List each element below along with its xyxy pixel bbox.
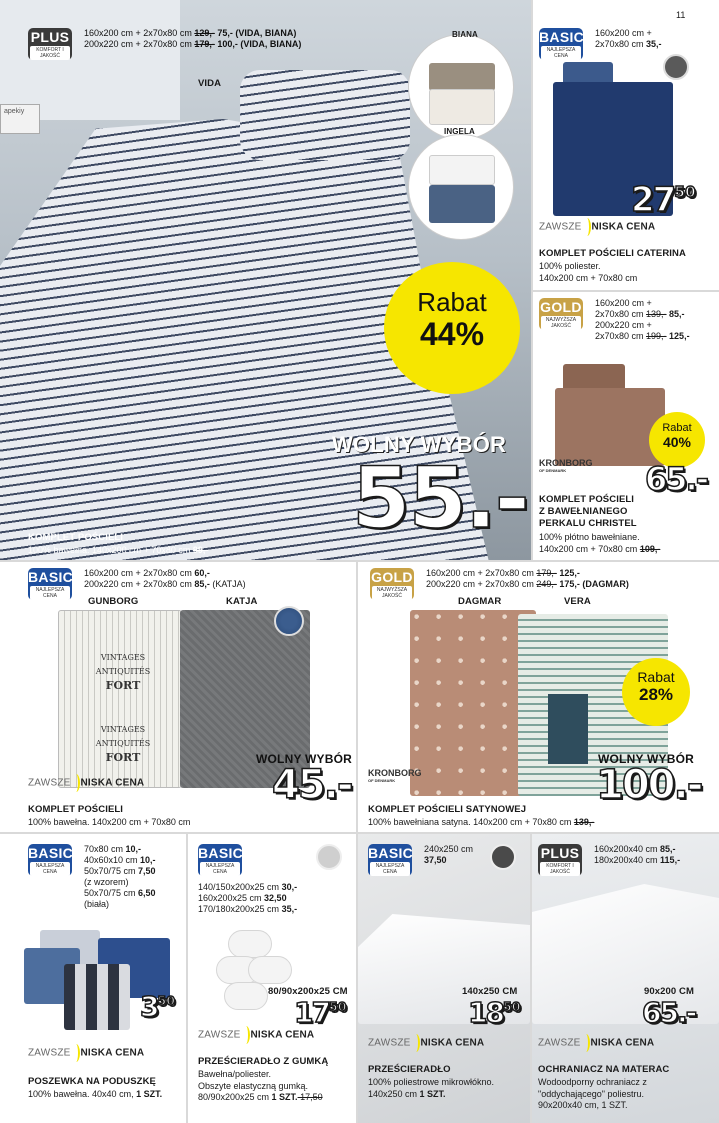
page-number: 11 bbox=[676, 10, 686, 20]
przescieradlo-color-swatch bbox=[490, 844, 516, 870]
niska-cena-text: NISKA CENA bbox=[591, 221, 656, 233]
ochraniacz-desc2: "oddychającego" poliestru. bbox=[538, 1088, 644, 1099]
print-line: VINTAGES bbox=[100, 725, 146, 734]
hero-line1-size: 160x200 cm + 2x70x80 cm bbox=[84, 28, 195, 38]
gold-badge bbox=[370, 568, 414, 600]
price-integer: 3 bbox=[140, 990, 158, 1023]
hero-line1-old-price: 129,- bbox=[194, 28, 215, 38]
label-ingela: INGELA bbox=[444, 127, 475, 136]
przescieradlo-gumka-section bbox=[188, 834, 356, 1123]
przescieradlo-title: PRZEŚCIERADŁO bbox=[368, 1064, 451, 1075]
yellow-arc-icon bbox=[583, 218, 591, 236]
price-integer: 27 bbox=[631, 180, 675, 220]
gunborg-zawsze-niska-cena bbox=[28, 774, 144, 792]
yellow-arc-icon bbox=[72, 1044, 80, 1062]
niska-cena-text: NISKA CENA bbox=[420, 1037, 485, 1049]
gumka-zawsze-niska-cena bbox=[198, 1026, 314, 1044]
zawsze-text: ZAWSZE bbox=[539, 221, 582, 233]
badge-name: PLUS bbox=[540, 845, 580, 861]
ochraniacz-desc3-qty: 1 SZT. bbox=[601, 1100, 628, 1110]
dagmar-desc bbox=[368, 817, 594, 829]
caterina-price bbox=[631, 180, 696, 220]
badge-name: BASIC bbox=[368, 845, 414, 861]
badge-sub: NAJWYŻSZA JAKOŚĆ bbox=[541, 316, 581, 330]
window-light bbox=[0, 0, 180, 120]
basic-badge bbox=[198, 844, 242, 876]
badge-sub: NAJWYŻSZA JAKOŚĆ bbox=[372, 586, 412, 600]
ochraniacz-line2-price: 115,- bbox=[660, 855, 681, 865]
hero-line2-new-price: 100,- (VIDA, BIANA) bbox=[214, 39, 302, 49]
dagmar-sizes bbox=[426, 568, 629, 590]
caterina-desc2: 140x200 cm + 70x80 cm bbox=[539, 272, 638, 283]
caterina-size-price: 35,- bbox=[646, 39, 662, 49]
price-decimal: 50 bbox=[328, 998, 347, 1014]
badge-sub: NAJLEPSZA CENA bbox=[370, 862, 410, 876]
dagmar-price: 100.- bbox=[596, 762, 702, 808]
price-decimal: 50 bbox=[502, 998, 521, 1014]
ochraniacz-line2-size: 180x200x40 cm bbox=[594, 855, 661, 865]
ochraniacz-price: 65.- bbox=[642, 996, 696, 1029]
przescieradlo-desc2: 140x250 cm bbox=[368, 1088, 420, 1099]
dagmar-wolny-wybor: WOLNY WYBÓR bbox=[598, 752, 694, 766]
badge-name: GOLD bbox=[371, 569, 413, 585]
label-dagmar: DAGMAR bbox=[458, 596, 502, 607]
plus-badge bbox=[538, 844, 582, 876]
caterina-desc1: 100% poliester. bbox=[539, 261, 601, 271]
hero-line1-new-price: 75,- (VIDA, BIANA) bbox=[214, 28, 297, 38]
gumka-desc3-old: 17,50 bbox=[297, 1092, 323, 1102]
label-vida: VIDA bbox=[198, 78, 222, 89]
dagmar-desc-old: 139,- bbox=[573, 817, 595, 827]
ochraniacz-desc bbox=[538, 1077, 647, 1112]
ochraniacz-section bbox=[532, 834, 719, 1123]
dagmar-desc-text: 100% bawełniana satyna. 140x200 cm + 70x80 cm bbox=[368, 817, 574, 827]
rabat-percent: 40% bbox=[662, 434, 692, 450]
hero-price: 55.- bbox=[352, 449, 528, 547]
rolled-sheet bbox=[228, 930, 272, 958]
poszewka-section bbox=[0, 834, 186, 1123]
rolled-sheet bbox=[248, 956, 292, 984]
gumka-sizes bbox=[198, 882, 297, 915]
gumka-line1-size: 140/150x200x25 cm bbox=[198, 882, 282, 892]
gunborg-wolny-wybor: WOLNY WYBÓR bbox=[256, 752, 352, 766]
hero-desc-old-price: 99,- bbox=[192, 545, 209, 555]
gunborg-title: KOMPLET POŚCIELI bbox=[28, 804, 124, 815]
gumka-desc1: Bawełna/poliester. bbox=[198, 1069, 272, 1079]
badge-name: BASIC bbox=[539, 29, 585, 45]
print-line: VINTAGES bbox=[100, 653, 146, 662]
rabat-label: Rabat bbox=[417, 287, 487, 317]
brand-sub: OF DENMARK bbox=[539, 468, 567, 473]
poszewka-desc-text: 100% bawełna. 40x40 cm, bbox=[28, 1089, 137, 1099]
size-text: 70x80 cm bbox=[84, 844, 126, 854]
caterina-desc bbox=[539, 261, 637, 284]
przescieradlo-line2: 37,50 bbox=[424, 855, 447, 865]
pillow-checked bbox=[64, 964, 130, 1030]
gunborg-line1-size: 160x200 cm + 2x70x80 cm bbox=[84, 568, 195, 578]
basic-badge bbox=[28, 844, 72, 876]
zawsze-text: ZAWSZE bbox=[538, 1037, 581, 1049]
gumka-line1-price: 30,- bbox=[281, 882, 298, 892]
rabat-label: Rabat bbox=[662, 422, 692, 434]
hero-line2-size: 200x220 cm + 2x70x80 cm bbox=[84, 39, 195, 49]
size-price: 10,- bbox=[140, 855, 156, 865]
hero-title: KOMPLET POŚCIELI bbox=[28, 532, 124, 543]
rabat-label: Rabat bbox=[637, 669, 675, 685]
brand-name: KRONBORG bbox=[539, 458, 593, 468]
caterina-title: KOMPLET POŚCIELI CATERINA bbox=[539, 248, 686, 259]
niska-cena-text: NISKA CENA bbox=[80, 1047, 145, 1059]
gumka-line3-price: 35,- bbox=[281, 904, 298, 914]
rabat-percent: 44% bbox=[419, 316, 485, 352]
ingela-circle bbox=[408, 134, 514, 240]
kronborg-logo bbox=[539, 458, 593, 473]
christel-desc1: 100% płótno bawełniane. bbox=[539, 532, 640, 542]
brand-name: KRONBORG bbox=[368, 768, 422, 778]
hero-desc bbox=[28, 545, 208, 557]
label-gunborg: GUNBORG bbox=[88, 596, 139, 607]
size-text: 50x70/75 cm bbox=[84, 888, 139, 898]
gumka-title: PRZEŚCIERADŁO Z GUMKĄ bbox=[198, 1056, 329, 1067]
przescieradlo-desc2-qty: 1 SZT. bbox=[419, 1088, 446, 1099]
badge-sub: NAJLEPSZA CENA bbox=[200, 862, 240, 876]
christel-desc2-old: 109,- bbox=[639, 543, 661, 554]
gumka-desc3-qty: 1 SZT. bbox=[271, 1092, 298, 1102]
christel-title3: PERKALU CHRISTEL bbox=[539, 518, 637, 529]
print-line: FORT bbox=[105, 751, 141, 764]
zawsze-text: ZAWSZE bbox=[28, 1047, 71, 1059]
gumka-desc bbox=[198, 1069, 323, 1104]
book-stack bbox=[0, 104, 40, 134]
book-text: apekiy bbox=[4, 108, 25, 115]
basic-badge bbox=[28, 568, 72, 600]
badge-sub: NAJLEPSZA CENA bbox=[541, 46, 581, 60]
biana-duvet-top bbox=[429, 63, 495, 91]
poszewka-price bbox=[140, 990, 175, 1023]
christel-line4-size: 2x70x80 cm bbox=[595, 331, 647, 341]
dagmar-line2-old: 249,- bbox=[536, 579, 557, 589]
print-line: ANTIQUITÉS bbox=[95, 739, 151, 748]
gumka-line2-price: 32,50 bbox=[264, 893, 287, 903]
gunborg-print bbox=[83, 651, 163, 765]
biana-duvet-bottom bbox=[429, 89, 495, 125]
niska-cena-text: NISKA CENA bbox=[80, 777, 145, 789]
gumka-line3-size: 170/180x200x25 cm bbox=[198, 904, 282, 914]
size-price: 7,50 bbox=[138, 866, 156, 876]
price-decimal: 50 bbox=[674, 183, 696, 202]
christel-line2-new: 85,- bbox=[666, 309, 685, 319]
print-line: ANTIQUITÉS bbox=[95, 667, 151, 676]
zawsze-text: ZAWSZE bbox=[198, 1029, 241, 1041]
hero-pillow bbox=[240, 70, 410, 160]
christel-section bbox=[533, 292, 719, 560]
plus-badge bbox=[28, 28, 72, 60]
badge-name: GOLD bbox=[540, 299, 582, 315]
caterina-sizes bbox=[595, 28, 662, 50]
hero-rabat-burst bbox=[384, 262, 520, 394]
caterina-zawsze-niska-cena bbox=[539, 218, 655, 236]
christel-line2-old: 139,- bbox=[646, 309, 667, 319]
dagmar-title: KOMPLET POŚCIELI SATYNOWEJ bbox=[368, 804, 527, 815]
przescieradlo-size-label: 140x250 CM bbox=[462, 986, 518, 997]
badge-name: BASIC bbox=[28, 845, 74, 861]
christel-line4-new: 125,- bbox=[666, 331, 690, 341]
poszewka-desc bbox=[28, 1089, 162, 1101]
gumka-size-label: 80/90x200x25 CM bbox=[268, 986, 348, 997]
dagmar-line1-size: 160x200 cm + 2x70x80 cm bbox=[426, 568, 537, 578]
dagmar-line1-old: 179,- bbox=[536, 568, 557, 578]
gumka-color-swatch bbox=[316, 844, 342, 870]
dagmar-line2-size: 200x220 cm + 2x70x80 cm bbox=[426, 579, 537, 589]
gumka-price bbox=[294, 996, 347, 1029]
christel-sizes bbox=[595, 298, 690, 342]
ochraniacz-zawsze-niska-cena bbox=[538, 1034, 654, 1052]
price-integer: 18 bbox=[468, 996, 503, 1029]
hero-line2-old-price: 179,- bbox=[194, 39, 215, 49]
ochraniacz-line1-size: 160x200x40 cm bbox=[594, 844, 661, 854]
gunborg-line2-price: 85,- bbox=[194, 579, 210, 589]
ingela-duvet-bottom bbox=[429, 185, 495, 223]
gunborg-line1-price: 60,- bbox=[194, 568, 210, 578]
christel-desc2: 140x200 cm + 70x80 cm bbox=[539, 543, 640, 554]
gunborg-section bbox=[0, 562, 356, 832]
gunborg-desc: 100% bawełna. 140x200 cm + 70x80 cm bbox=[28, 817, 191, 827]
price-decimal: 50 bbox=[157, 992, 176, 1008]
badge-sub: KOMFORT I JAKOŚĆ bbox=[30, 46, 70, 60]
zawsze-text: ZAWSZE bbox=[28, 777, 71, 789]
gunborg-duvet bbox=[58, 610, 182, 788]
size-text: 50x70/75 cm bbox=[84, 866, 139, 876]
hero-section bbox=[0, 0, 531, 560]
przescieradlo-desc1: 100% poliestrowe mikrowłókno. bbox=[368, 1077, 495, 1087]
ochraniacz-desc3: 90x200x40 cm, bbox=[538, 1100, 602, 1110]
size-price: 10,- bbox=[125, 844, 142, 854]
label-biana: BIANA bbox=[452, 30, 478, 39]
przescieradlo-section bbox=[358, 834, 530, 1123]
ochraniacz-title: OCHRANIACZ NA MATERAC bbox=[538, 1064, 670, 1075]
badge-name: PLUS bbox=[30, 29, 70, 45]
size-text: 40x60x10 cm bbox=[84, 855, 141, 865]
przescieradlo-line1: 240x250 cm bbox=[424, 844, 474, 854]
ochraniacz-size-label: 90x200 CM bbox=[644, 986, 695, 997]
size-price: 6,50 bbox=[138, 888, 156, 898]
price-integer: 17 bbox=[294, 996, 329, 1029]
label-vera: VERA bbox=[564, 596, 591, 607]
badge-name: BASIC bbox=[28, 569, 74, 585]
dagmar-section bbox=[358, 562, 719, 832]
przescieradlo-desc bbox=[368, 1077, 494, 1100]
christel-line2-size: 2x70x80 cm bbox=[595, 309, 647, 319]
hero-wolny-wybor: WOLNY WYBÓR bbox=[332, 432, 507, 457]
gunborg-price: 45.- bbox=[272, 762, 352, 808]
caterina-size-line2: 2x70x80 cm bbox=[595, 39, 647, 49]
ochraniacz-line1-price: 85,- bbox=[660, 844, 676, 854]
poszewka-zawsze-niska-cena bbox=[28, 1044, 144, 1062]
poszewka-sizes bbox=[84, 844, 156, 910]
gumka-desc2: Obszyte elastyczną gumką. bbox=[198, 1080, 309, 1091]
przescieradlo-sizes bbox=[424, 844, 473, 866]
hero-price-lines bbox=[84, 28, 301, 50]
ingela-duvet-top bbox=[429, 155, 495, 185]
biana-circle bbox=[408, 34, 514, 140]
yellow-arc-icon bbox=[72, 774, 80, 792]
yellow-arc-icon bbox=[582, 1034, 590, 1052]
caterina-color-swatch bbox=[663, 54, 689, 80]
christel-line3: 200x220 cm + bbox=[595, 320, 652, 330]
przescieradlo-price bbox=[468, 996, 521, 1029]
brand-sub: OF DENMARK bbox=[368, 778, 396, 783]
caterina-size-line1: 160x200 cm + bbox=[595, 28, 652, 38]
poszewka-desc-qty: 1 SZT. bbox=[136, 1089, 163, 1099]
dagmar-line2-new: 175,- (DAGMAR) bbox=[556, 579, 629, 589]
gold-badge bbox=[539, 298, 583, 330]
rolled-sheet bbox=[224, 982, 268, 1010]
badge-sub: NAJLEPSZA CENA bbox=[30, 862, 70, 876]
badge-sub: KOMFORT I JAKOŚĆ bbox=[540, 862, 580, 876]
christel-price: 65.- bbox=[645, 460, 707, 498]
badge-name: BASIC bbox=[198, 845, 244, 861]
dagmar-line1-new: 125,- bbox=[556, 568, 580, 578]
niska-cena-text: NISKA CENA bbox=[590, 1037, 655, 1049]
size-text: (biała) bbox=[84, 899, 110, 909]
niska-cena-text: NISKA CENA bbox=[250, 1029, 315, 1041]
print-line: FORT bbox=[105, 679, 141, 692]
katja-color-swatch bbox=[274, 606, 304, 636]
ochraniacz-sizes bbox=[594, 844, 680, 866]
size-text: (z wzorem) bbox=[84, 877, 129, 887]
ochraniacz-desc1: Wodoodporny ochraniacz z bbox=[538, 1077, 647, 1087]
christel-title1: KOMPLET POŚCIELI bbox=[539, 494, 635, 505]
zawsze-text: ZAWSZE bbox=[368, 1037, 411, 1049]
vera-stripe-block bbox=[548, 694, 588, 764]
gunborg-line2-size: 200x220 cm + 2x70x80 cm bbox=[84, 579, 195, 589]
yellow-arc-icon bbox=[412, 1034, 420, 1052]
christel-title bbox=[539, 494, 637, 530]
christel-line4-old: 199,- bbox=[646, 331, 667, 341]
christel-line1: 160x200 cm + bbox=[595, 298, 652, 308]
kronborg-logo bbox=[368, 768, 422, 783]
gunborg-line2-note: (KATJA) bbox=[209, 579, 246, 589]
gunborg-sizes bbox=[84, 568, 246, 590]
poszewka-title: POSZEWKA NA PODUSZKĘ bbox=[28, 1076, 156, 1087]
przescieradlo-zawsze-niska-cena bbox=[368, 1034, 484, 1052]
basic-badge bbox=[368, 844, 412, 876]
basic-badge bbox=[539, 28, 583, 60]
gumka-line2-size: 160x200x25 cm bbox=[198, 893, 265, 903]
badge-sub: NAJLEPSZA CENA bbox=[30, 586, 70, 600]
dagmar-rabat-burst bbox=[622, 658, 690, 726]
yellow-arc-icon bbox=[242, 1026, 250, 1044]
gumka-desc3: 80/90x200x25 cm bbox=[198, 1092, 272, 1102]
hero-desc-text: 100% bawełna. 140x200 cm + 70x80 cm bbox=[28, 545, 193, 555]
caterina-section bbox=[533, 0, 719, 290]
label-katja: KATJA bbox=[226, 596, 258, 607]
rabat-percent: 28% bbox=[638, 685, 674, 704]
christel-desc bbox=[539, 532, 660, 555]
christel-title2: Z BAWEŁNIANEGO bbox=[539, 506, 628, 517]
